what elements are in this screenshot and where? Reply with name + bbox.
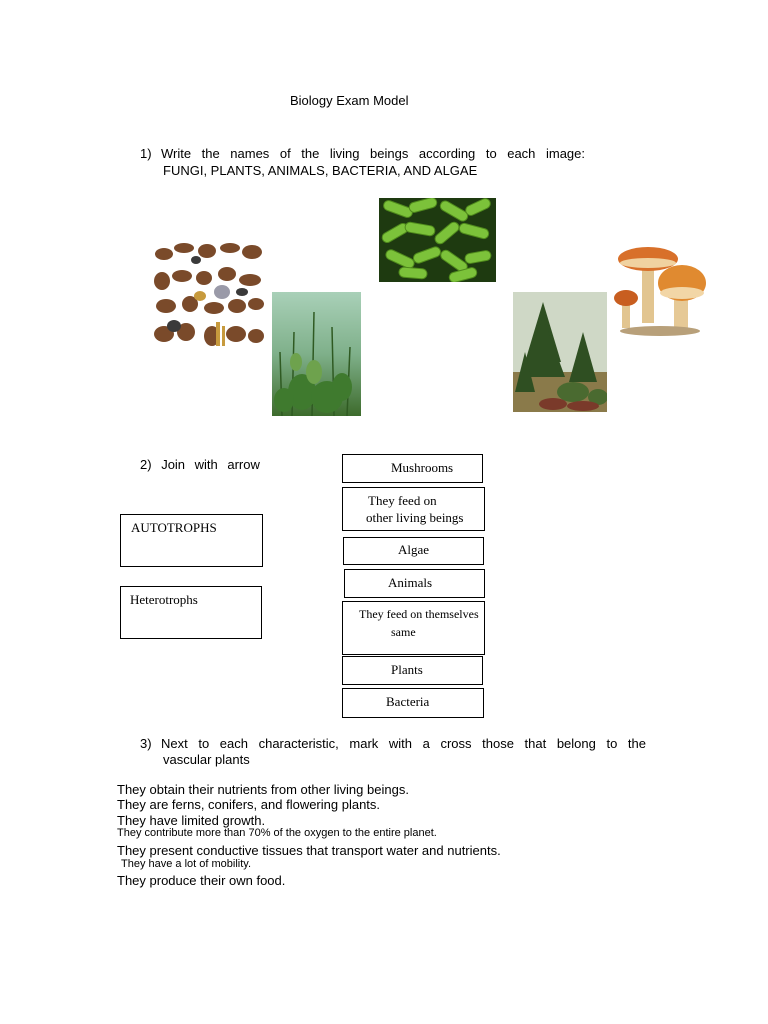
characteristic-item[interactable]: They have limited growth. <box>117 813 266 828</box>
question-1-options: FUNGI, PLANTS, ANIMALS, BACTERIA, AND ALGAE <box>163 163 478 178</box>
right-box-bacteria[interactable] <box>342 688 484 718</box>
underwater-algae-icon <box>272 292 361 416</box>
box-label: They feed on themselves <box>359 607 479 621</box>
question-2 <box>140 457 260 473</box>
box-label: Mushrooms <box>391 460 454 475</box>
box-label: They feed on <box>368 493 437 508</box>
right-box-animals[interactable] <box>344 569 485 598</box>
conifer-plants-icon <box>513 292 607 412</box>
page-title: Biology Exam Model <box>290 93 409 108</box>
algae-image <box>272 292 361 416</box>
right-box-mushrooms[interactable] <box>342 454 483 483</box>
left-box-heterotrophs[interactable] <box>120 586 262 639</box>
animals-collage-icon <box>152 236 266 352</box>
box-label: Plants <box>391 662 423 677</box>
question-number: 1) <box>140 146 152 161</box>
mushrooms-icon <box>614 243 706 338</box>
box-label: Animals <box>388 575 433 590</box>
characteristic-item[interactable]: They are ferns, conifers, and flowering plants. <box>117 797 381 812</box>
box-label: other living beings <box>366 510 464 525</box>
right-box-plants[interactable] <box>342 656 483 685</box>
box-label: AUTOTROPHS <box>131 520 217 535</box>
question-2-text: Join with arrow <box>161 457 260 472</box>
right-box-feed-other[interactable] <box>342 487 485 531</box>
right-box-feed-self[interactable] <box>342 601 485 655</box>
box-label: Algae <box>398 542 430 557</box>
fungi-image <box>614 243 706 338</box>
question-1 <box>140 146 585 179</box>
question-1-text: Write the names of the living beings according to each image: <box>161 146 585 161</box>
question-3-text-line-1: Next to each characteristic, mark with a cross those that belong to the <box>161 736 646 751</box>
box-label: same <box>391 625 416 639</box>
question-number: 2) <box>140 457 152 472</box>
left-box-autotrophs[interactable] <box>120 514 263 567</box>
characteristic-item[interactable]: They present conductive tissues that transport water and nutrients. <box>117 843 501 858</box>
characteristic-item[interactable]: They produce their own food. <box>117 873 286 888</box>
question-3-text-line-2: vascular plants <box>163 752 250 767</box>
bacteria-image <box>379 198 496 282</box>
box-label: Heterotrophs <box>130 592 198 607</box>
characteristic-item[interactable]: They contribute more than 70% of the oxygen to the entire planet. <box>117 827 437 839</box>
right-box-algae[interactable] <box>343 537 484 565</box>
characteristic-item[interactable]: They obtain their nutrients from other living beings. <box>117 782 409 797</box>
box-label: Bacteria <box>386 694 430 709</box>
question-number: 3) <box>140 736 152 751</box>
animals-image <box>152 236 266 352</box>
question-3 <box>140 736 646 768</box>
plants-image <box>513 292 607 412</box>
characteristic-item[interactable]: They have a lot of mobility. <box>121 858 252 870</box>
green-bacteria-icon <box>379 198 496 282</box>
